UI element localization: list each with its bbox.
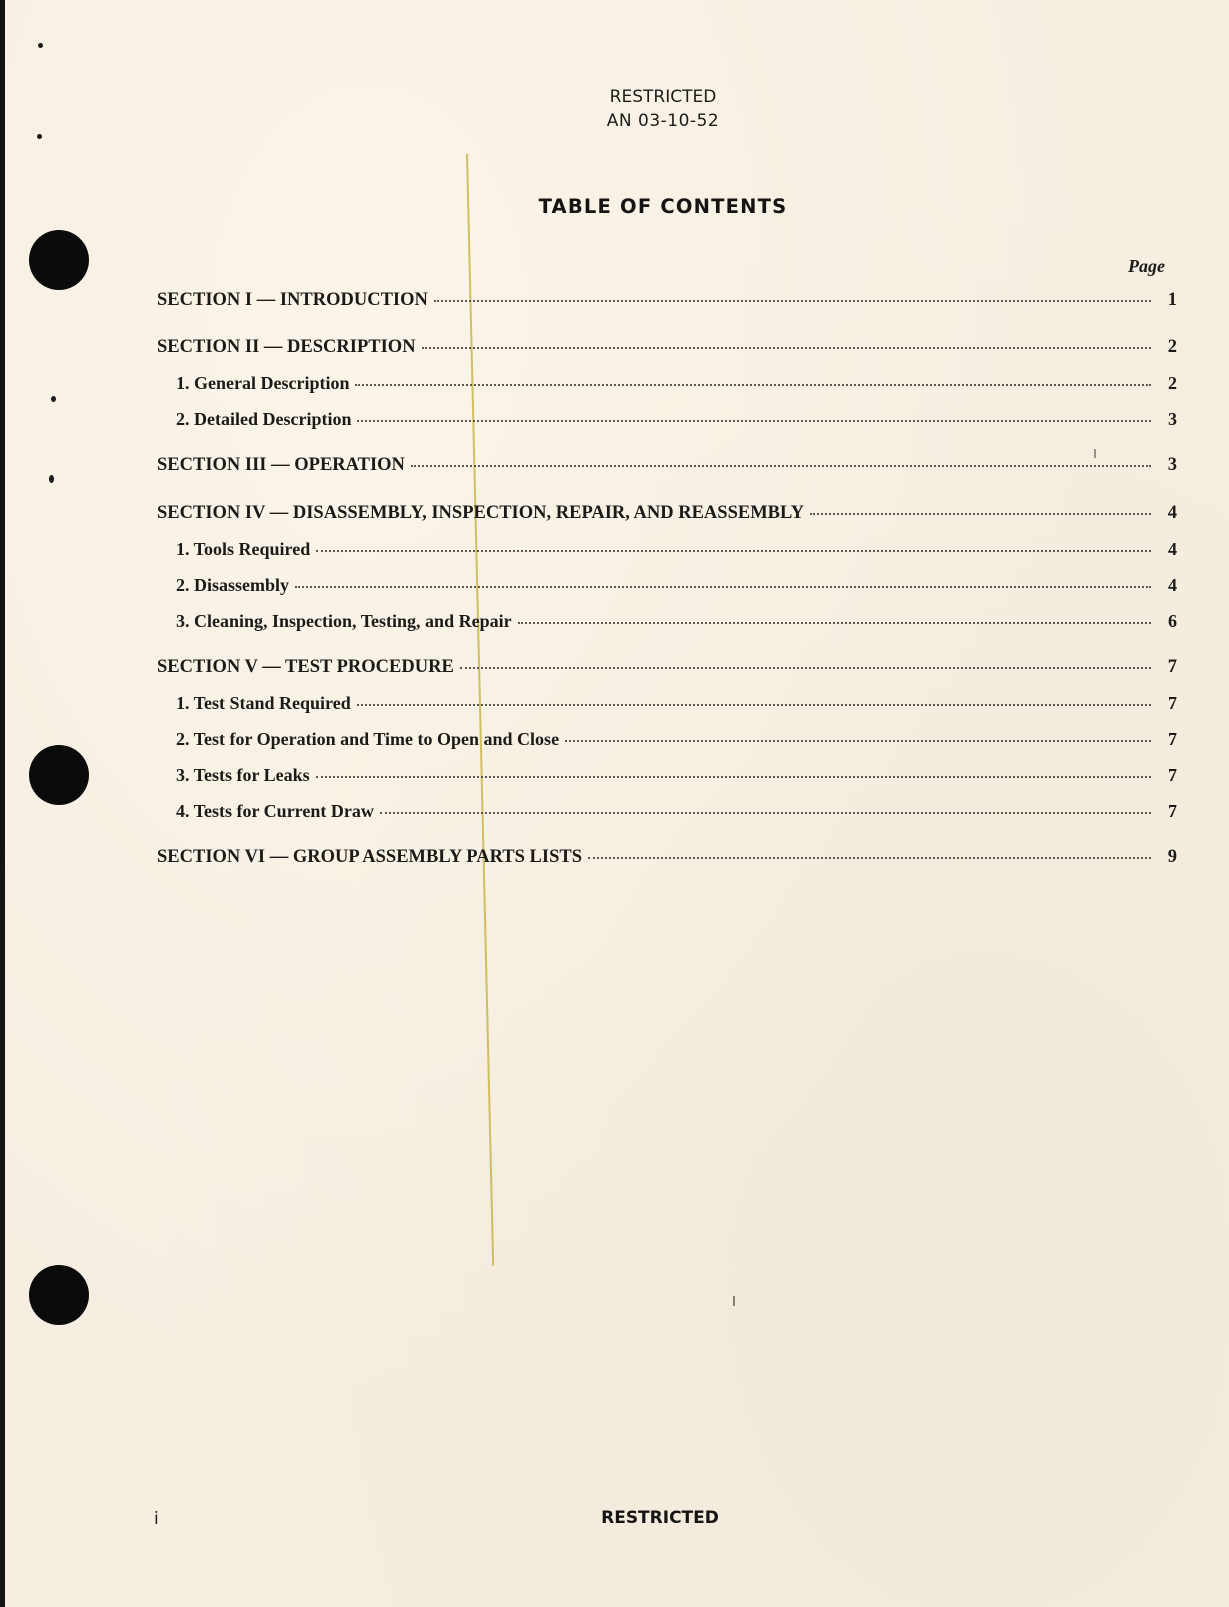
speck bbox=[37, 134, 42, 139]
toc-entry-section-4[interactable] bbox=[157, 503, 1177, 527]
toc-entry-section-5-item-1[interactable] bbox=[176, 693, 1177, 717]
dot-leader bbox=[357, 703, 1151, 706]
toc-entry-page: 1 bbox=[1167, 290, 1177, 310]
toc-entry-section-5-item-4[interactable] bbox=[176, 801, 1177, 825]
dot-leader bbox=[355, 383, 1151, 386]
toc-entry-page: 3 bbox=[1167, 455, 1177, 475]
header-document-number: AN 03-10-52 bbox=[606, 111, 720, 131]
page-folio: i bbox=[154, 1509, 159, 1529]
toc-entry-label: 3. Tests for Leaks bbox=[176, 765, 310, 785]
toc-entry-section-5-item-3[interactable] bbox=[176, 765, 1177, 789]
toc-entry-section-2-item-1[interactable] bbox=[176, 373, 1177, 397]
page-title: TABLE OF CONTENTS bbox=[538, 195, 788, 218]
speck bbox=[51, 396, 56, 402]
toc-entry-section-2-item-2[interactable] bbox=[176, 409, 1177, 433]
toc-entry-page: 4 bbox=[1167, 503, 1177, 523]
toc-entry-section-6[interactable] bbox=[157, 847, 1177, 871]
page-column-label: Page bbox=[1128, 256, 1165, 276]
dot-leader bbox=[316, 549, 1151, 552]
dot-leader bbox=[434, 299, 1151, 302]
footer-classification: RESTRICTED bbox=[601, 1508, 719, 1528]
toc-entry-page: 6 bbox=[1168, 611, 1177, 631]
toc-entry-page: 9 bbox=[1167, 847, 1177, 867]
header-classification: RESTRICTED bbox=[609, 87, 717, 107]
toc-entry-label: 1. Tools Required bbox=[176, 539, 311, 559]
toc-entry-page: 7 bbox=[1168, 765, 1177, 785]
toc-entry-section-4-item-1[interactable] bbox=[176, 539, 1177, 563]
dot-leader bbox=[357, 419, 1151, 422]
toc-entry-label: 1. General Description bbox=[176, 373, 350, 393]
dot-leader bbox=[380, 811, 1151, 814]
dot-leader bbox=[565, 739, 1151, 742]
punch-hole-bottom bbox=[29, 1265, 89, 1325]
toc-entry-section-2[interactable] bbox=[157, 337, 1177, 361]
toc-entry-label: SECTION IV — DISASSEMBLY, INSPECTION, REPAIR, AND REASSEMBLY bbox=[157, 503, 805, 523]
dot-leader bbox=[295, 585, 1151, 588]
toc-entry-section-3[interactable] bbox=[157, 455, 1177, 479]
scan-edge bbox=[0, 0, 5, 1607]
toc-entry-label: SECTION III — OPERATION bbox=[157, 455, 405, 475]
toc-entry-label: 2. Detailed Description bbox=[176, 409, 352, 429]
toc-entry-label: 3. Cleaning, Inspection, Testing, and Repair bbox=[176, 611, 512, 631]
toc-entry-section-4-item-3[interactable] bbox=[176, 611, 1177, 635]
punch-hole-top bbox=[29, 230, 89, 290]
toc-entry-section-1[interactable] bbox=[157, 290, 1177, 314]
toc-entry-label: 4. Tests for Current Draw bbox=[176, 801, 374, 821]
toc-entry-section-5-item-2[interactable] bbox=[176, 729, 1177, 753]
toc-entry-section-5[interactable] bbox=[157, 657, 1177, 681]
toc-entry-label: 2. Disassembly bbox=[176, 575, 290, 595]
punch-hole-middle bbox=[29, 745, 89, 805]
toc-entry-page: 2 bbox=[1167, 337, 1177, 357]
toc-entry-label: SECTION V — TEST PROCEDURE bbox=[157, 657, 454, 677]
dot-leader bbox=[411, 464, 1151, 467]
speck bbox=[49, 475, 54, 483]
toc-entry-label: 1. Test Stand Required bbox=[176, 693, 351, 713]
toc-entry-page: 2 bbox=[1168, 373, 1177, 393]
dot-leader bbox=[588, 856, 1151, 859]
dot-leader bbox=[316, 775, 1151, 778]
toc-entry-label: 2. Test for Operation and Time to Open and Close bbox=[176, 729, 560, 749]
toc-entry-page: 3 bbox=[1168, 409, 1177, 429]
toc-entry-page: 7 bbox=[1168, 801, 1177, 821]
toc-entry-label: SECTION II — DESCRIPTION bbox=[157, 337, 416, 357]
dot-leader bbox=[460, 666, 1151, 669]
toc-entry-page: 7 bbox=[1167, 657, 1177, 677]
toc-entry-label: SECTION VI — GROUP ASSEMBLY PARTS LISTS bbox=[157, 847, 582, 867]
toc-entry-page: 4 bbox=[1168, 539, 1177, 559]
scan-mark bbox=[733, 1296, 735, 1306]
toc-entry-page: 7 bbox=[1168, 693, 1177, 713]
toc-entry-section-4-item-2[interactable] bbox=[176, 575, 1177, 599]
dot-leader bbox=[810, 512, 1151, 515]
speck bbox=[38, 43, 43, 48]
dot-leader bbox=[422, 346, 1151, 349]
toc-entry-page: 4 bbox=[1168, 575, 1177, 595]
toc-entry-label: SECTION I — INTRODUCTION bbox=[157, 290, 428, 310]
dot-leader bbox=[518, 621, 1151, 624]
toc-entry-page: 7 bbox=[1168, 729, 1177, 749]
